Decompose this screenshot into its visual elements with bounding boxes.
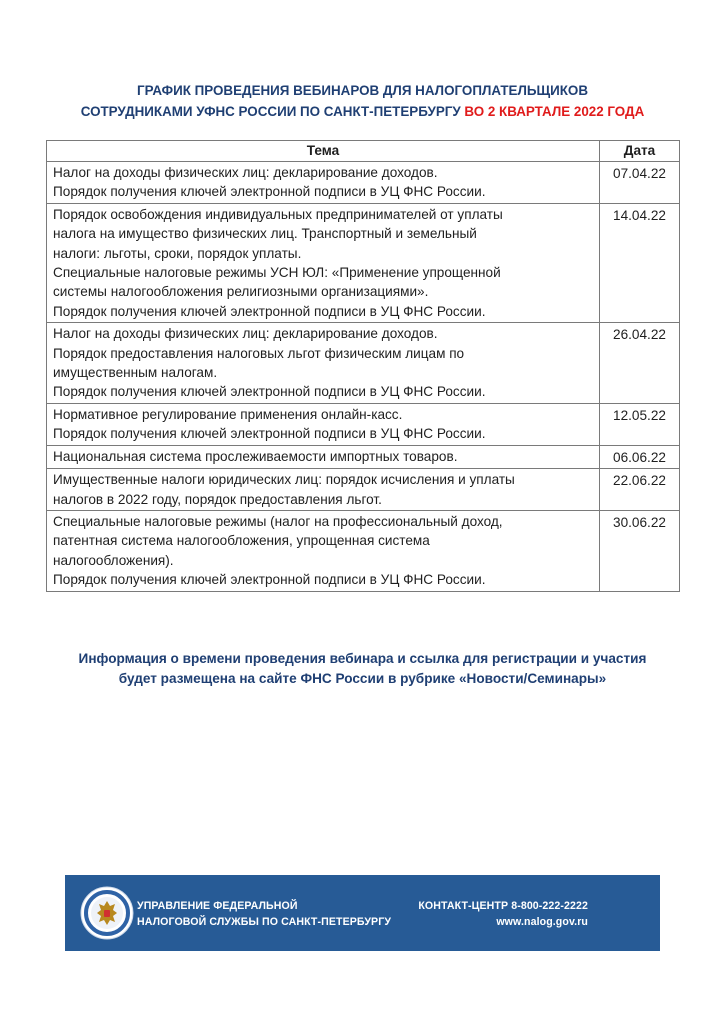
topic-line: Нормативное регулирование применения онлайн-касс.: [53, 406, 403, 422]
topic-cell: [47, 323, 600, 404]
topic-cell: [47, 445, 600, 468]
topic-line: Порядок получения ключей электронной подписи в УЦ ФНС России.: [53, 384, 486, 400]
org-line-1: УПРАВЛЕНИЕ ФЕДЕРАЛЬНОЙ: [137, 900, 298, 912]
topic-line: Национальная система прослеживаемости импортных товаров.: [53, 448, 458, 464]
topic-line: Порядок получения ключей электронной подписи в УЦ ФНС России.: [53, 303, 486, 319]
topic-cell: [47, 403, 600, 445]
date-cell: 12.05.22: [600, 403, 680, 445]
header-date: Дата: [600, 141, 680, 162]
footer-banner: [65, 875, 660, 951]
topic-line: налога на имущество физических лиц. Транспортный и земельный: [53, 226, 477, 242]
date-cell: 30.06.22: [600, 510, 680, 591]
table-row: [47, 510, 680, 591]
org-line-2: НАЛОГОВОЙ СЛУЖБЫ ПО САНКТ-ПЕТЕРБУРГУ: [137, 916, 392, 928]
fns-emblem-icon: [79, 885, 135, 941]
title-line-2-main: СОТРУДНИКАМИ УФНС РОССИИ ПО САНКТ-ПЕТЕРБУРГУ: [80, 104, 465, 119]
topic-line: имущественным налогам.: [53, 365, 218, 381]
date-cell: 14.04.22: [600, 203, 680, 322]
table-row: [47, 403, 680, 445]
topic-line: Налог на доходы физических лиц: декларирование доходов.: [53, 165, 438, 180]
webinar-schedule-table: [46, 140, 680, 592]
info-line-1: Информация о времени проведения вебинара и ссылка для регистрации и участия: [78, 651, 647, 666]
topic-line: Порядок получения ключей электронной подписи в УЦ ФНС России.: [53, 572, 486, 588]
topic-line: Порядок получения ключей электронной подписи в УЦ ФНС России.: [53, 184, 486, 200]
table-row: [47, 162, 680, 204]
topic-line: Порядок получения ключей электронной подписи в УЦ ФНС России.: [53, 426, 486, 442]
topic-line: Порядок освобождения индивидуальных предпринимателей от уплаты: [53, 206, 503, 222]
date-cell: 26.04.22: [600, 323, 680, 404]
topic-line: Специальные налоговые режимы УСН ЮЛ: «Применение упрощенной: [53, 265, 501, 281]
header-topic: Тема: [47, 141, 600, 162]
document-title: [0, 80, 725, 122]
table-row: [47, 445, 680, 468]
date-cell: 06.06.22: [600, 445, 680, 468]
topic-line: налогов в 2022 году, порядок предоставления льгот.: [53, 491, 382, 507]
table-header-row: [47, 141, 680, 162]
title-line-1: ГРАФИК ПРОВЕДЕНИЯ ВЕБИНАРОВ ДЛЯ НАЛОГОПЛАТЕЛЬЩИКОВ: [137, 83, 588, 98]
date-cell: 22.06.22: [600, 469, 680, 511]
table-row: [47, 469, 680, 511]
table-body: [47, 162, 680, 592]
topic-line: Специальные налоговые режимы (налог на профессиональный доход,: [53, 513, 503, 529]
footer-contact: [418, 898, 588, 930]
topic-line: системы налогообложения религиозными организациями».: [53, 284, 429, 300]
info-note: [0, 649, 725, 689]
website-link[interactable]: www.nalog.gov.ru: [496, 916, 588, 928]
topic-line: Налог на доходы физических лиц: декларирование доходов.: [53, 326, 438, 342]
table-row: [47, 203, 680, 322]
contact-center: КОНТАКТ-ЦЕНТР 8-800-222-2222: [418, 900, 588, 912]
topic-line: Имущественные налоги юридических лиц: порядок исчисления и уплаты: [53, 472, 515, 488]
topic-cell: [47, 203, 600, 322]
topic-line: патентная система налогообложения, упрощенная система: [53, 533, 430, 549]
topic-line: Порядок предоставления налоговых льгот физическим лицам по: [53, 345, 465, 361]
date-cell: 07.04.22: [600, 162, 680, 204]
info-line-2: будет размещена на сайте ФНС России в рубрике «Новости/Семинары»: [118, 671, 607, 686]
topic-line: налогообложения).: [53, 552, 174, 568]
topic-cell: [47, 162, 600, 204]
topic-line: налоги: льготы, сроки, порядок уплаты.: [53, 245, 302, 261]
title-line-2: [0, 101, 725, 122]
title-line-2-accent: ВО 2 КВАРТАЛЕ 2022 ГОДА: [464, 104, 645, 119]
topic-cell: [47, 469, 600, 511]
footer-organization: [137, 898, 391, 930]
topic-cell: [47, 510, 600, 591]
table-row: [47, 323, 680, 404]
